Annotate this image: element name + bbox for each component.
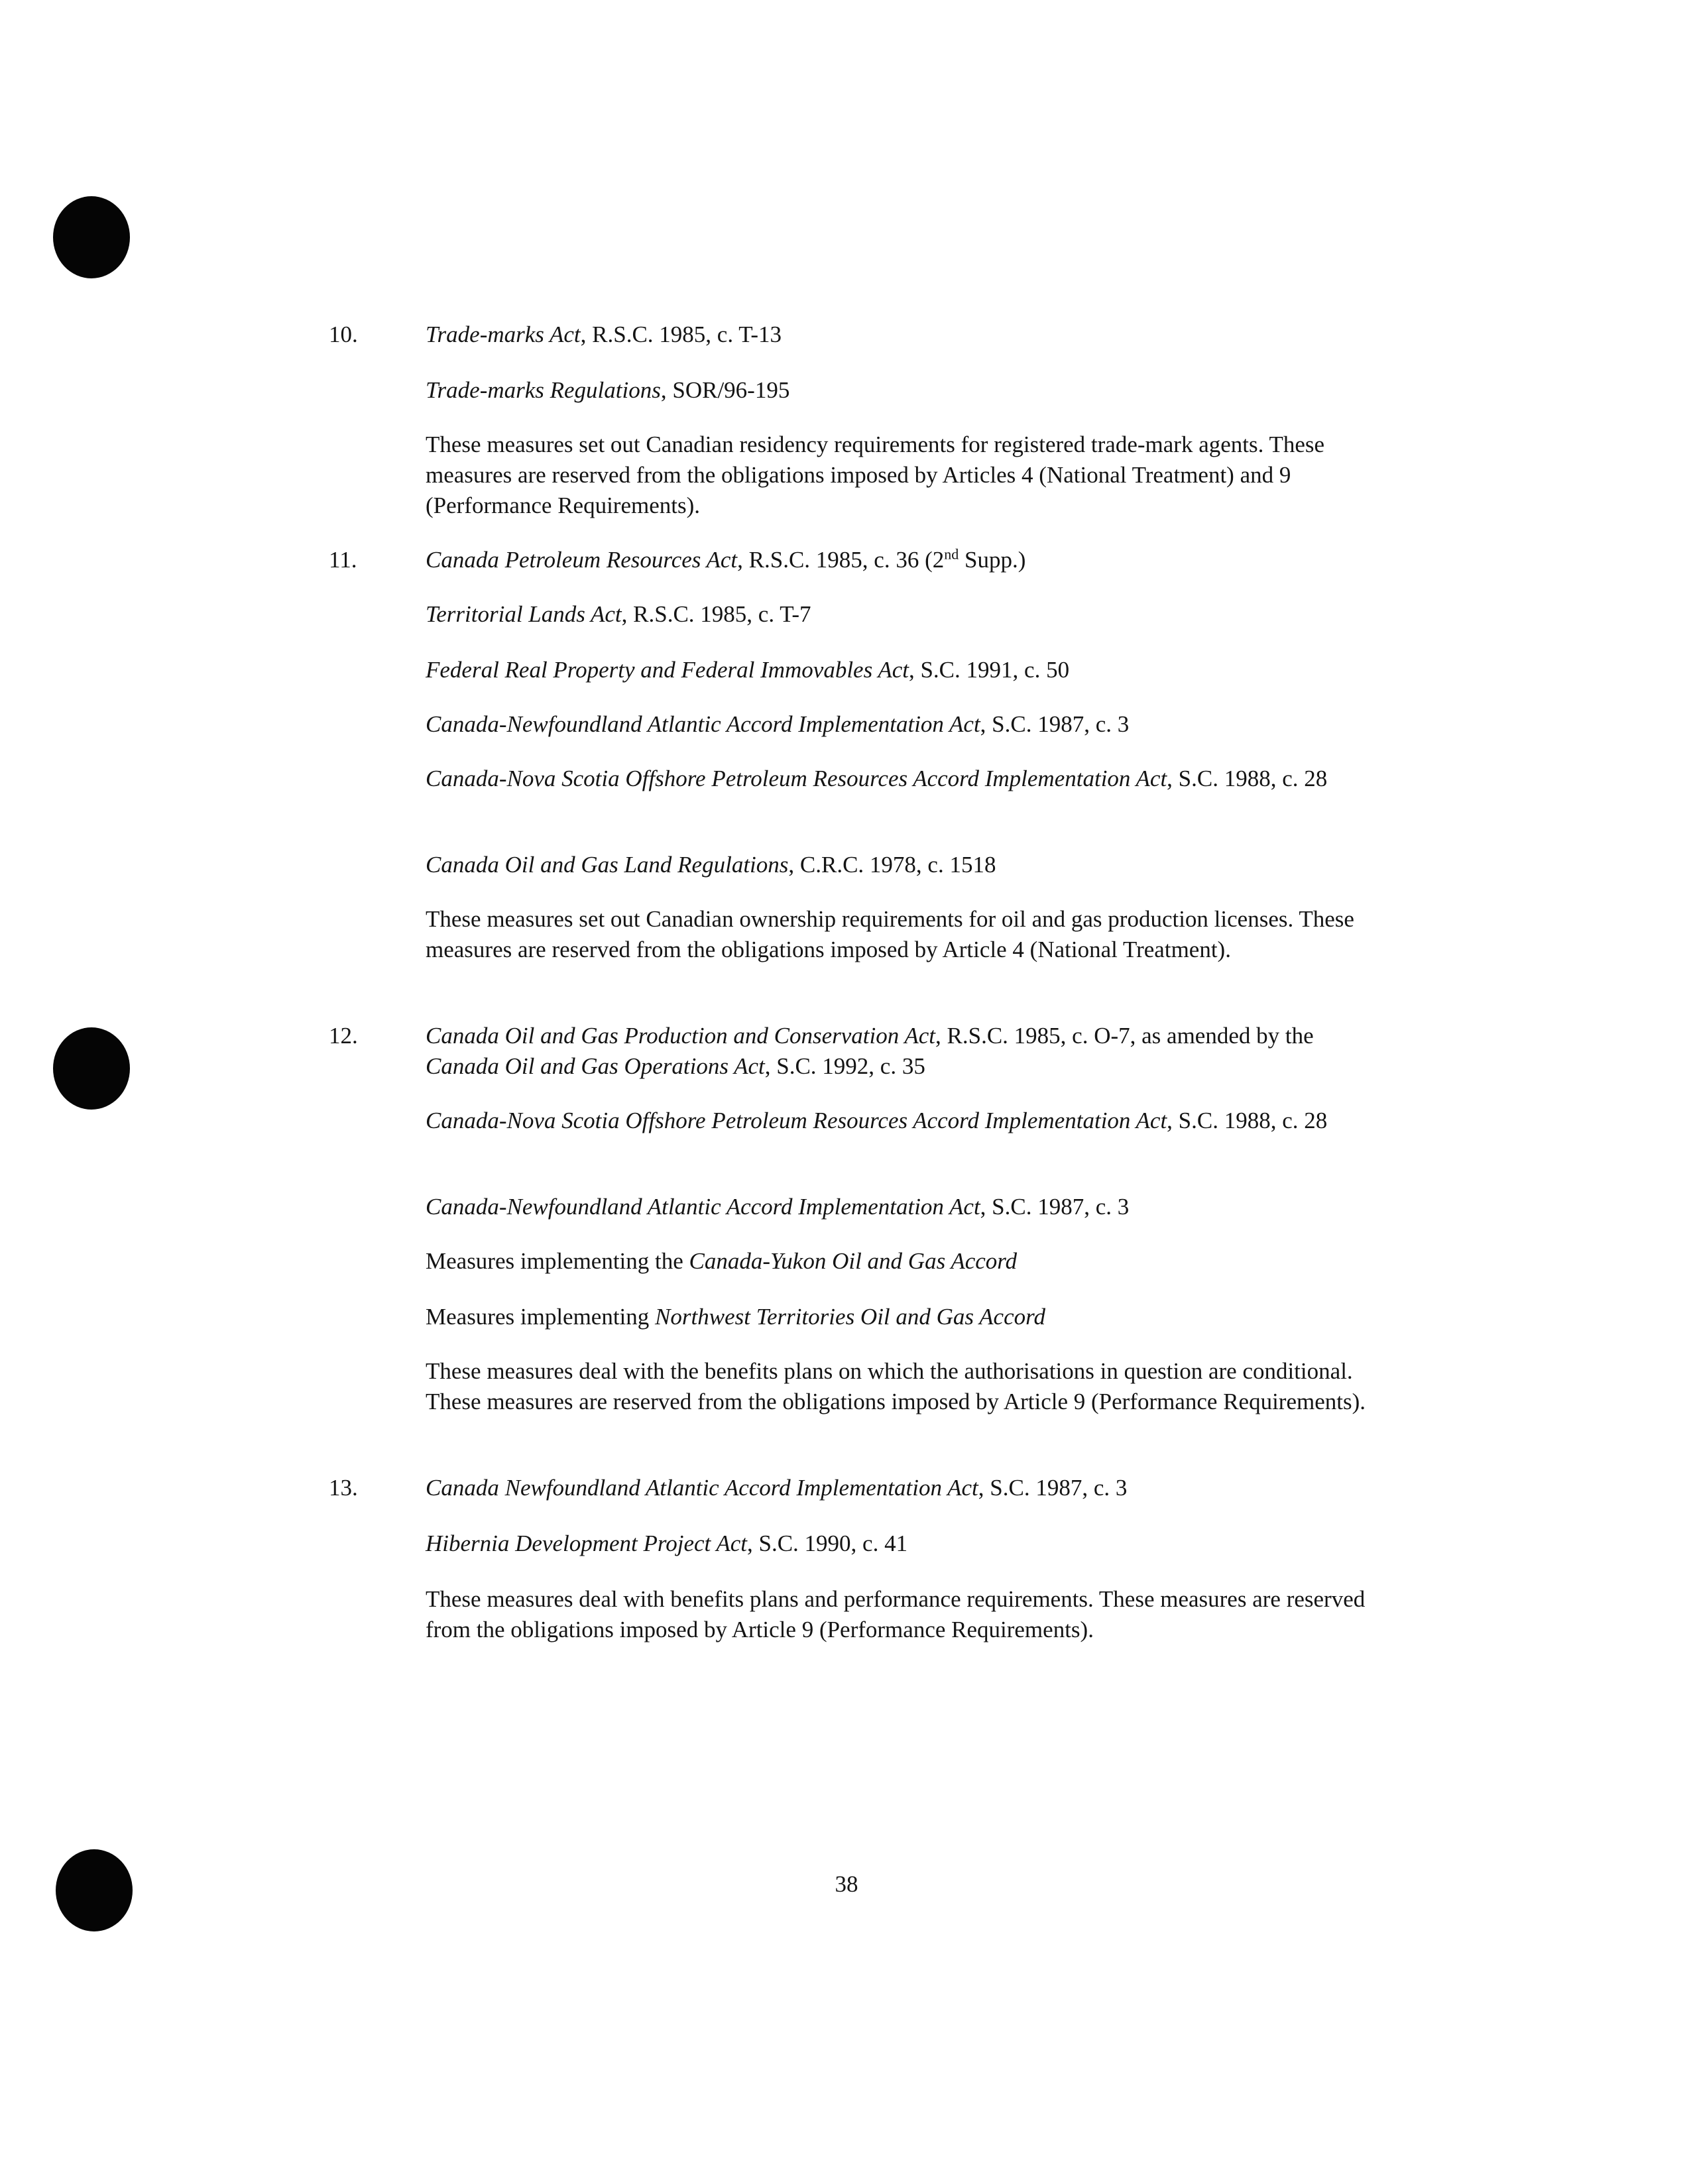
act-title: Canada Newfoundland Atlantic Accord Implementation Act bbox=[426, 1475, 978, 1501]
item-number: 11. bbox=[329, 547, 357, 573]
punch-hole bbox=[53, 196, 130, 278]
act-citation: , R.S.C. 1985, c. T-7 bbox=[621, 601, 811, 627]
act-citation-end: Supp.) bbox=[959, 547, 1026, 573]
act-title: Canada-Nova Scotia Offshore Petroleum Resources Accord Implementation Act bbox=[426, 1108, 1167, 1133]
accord-title: Northwest Territories Oil and Gas Accord bbox=[655, 1304, 1045, 1330]
act-citation: , S.C. 1992, c. 35 bbox=[764, 1053, 925, 1079]
measure-entry bbox=[426, 545, 1380, 575]
measure-description: These measures deal with the benefits plans on which the authorisations in question are conditional. These measures are reserved from the obligations imposed by Article 9 (Performance Requirements). bbox=[426, 1358, 1366, 1414]
act-title: Trade-marks Act bbox=[426, 321, 581, 347]
page-number: 38 bbox=[835, 1871, 858, 1897]
act-title: Territorial Lands Act bbox=[426, 601, 622, 627]
measure-entry bbox=[426, 1192, 1380, 1222]
measure-entry bbox=[426, 1106, 1380, 1136]
act-title: Trade-marks Regulations bbox=[426, 377, 661, 403]
act-title: Canada-Newfoundland Atlantic Accord Implementation Act bbox=[426, 711, 980, 737]
act-title: Canada-Nova Scotia Offshore Petroleum Resources Accord Implementation Act bbox=[426, 766, 1167, 791]
measure-entry bbox=[426, 375, 1380, 406]
act-citation: , S.C. 1988, c. 28 bbox=[1167, 766, 1328, 791]
act-title: Federal Real Property and Federal Immovables Act bbox=[426, 657, 909, 683]
act-citation: , R.S.C. 1985, c. T-13 bbox=[580, 321, 782, 347]
act-title: Canada Oil and Gas Land Regulations bbox=[426, 852, 789, 878]
act-citation: , S.C. 1991, c. 50 bbox=[908, 657, 1070, 683]
act-citation: , S.C. 1988, c. 28 bbox=[1167, 1108, 1328, 1133]
measure-entry bbox=[426, 599, 1380, 630]
measure-entry bbox=[426, 319, 1380, 350]
act-title: Canada Oil and Gas Production and Conservation Act bbox=[426, 1023, 936, 1049]
measure-entry bbox=[426, 1246, 1380, 1277]
measure-description: These measures set out Canadian residency requirements for registered trade-mark agents. These measures are reserved from the obligations imposed by Articles 4 (National Treatment) and 9 (Performance Requirements). bbox=[426, 431, 1325, 518]
measure-entry bbox=[426, 1302, 1380, 1332]
measure-entry bbox=[426, 1473, 1380, 1503]
act-citation: , S.C. 1987, c. 3 bbox=[978, 1475, 1128, 1501]
act-citation: , R.S.C. 1985, c. 36 (2 bbox=[737, 547, 945, 573]
act-title: Canada Oil and Gas Operations Act bbox=[426, 1053, 765, 1079]
act-title: Canada Petroleum Resources Act bbox=[426, 547, 738, 573]
measure-entry bbox=[426, 655, 1380, 685]
measure-entry bbox=[426, 709, 1380, 740]
act-citation: , SOR/96-195 bbox=[660, 377, 790, 403]
measure-entry bbox=[426, 1528, 1380, 1559]
act-citation: , S.C. 1990, c. 41 bbox=[747, 1530, 908, 1556]
item-number: 13. bbox=[329, 1475, 358, 1501]
measure-entry bbox=[426, 764, 1380, 794]
item-number: 12. bbox=[329, 1023, 358, 1049]
act-citation: , S.C. 1987, c. 3 bbox=[980, 1194, 1130, 1220]
act-citation: , R.S.C. 1985, c. O-7, as amended by the bbox=[935, 1023, 1314, 1049]
measure-description: These measures set out Canadian ownership requirements for oil and gas production licenses. These measures are reserved from the obligations imposed by Article 4 (National Treatment). bbox=[426, 906, 1354, 962]
measure-prefix: Measures implementing bbox=[426, 1304, 656, 1330]
act-citation: , S.C. 1987, c. 3 bbox=[980, 711, 1130, 737]
punch-hole bbox=[53, 1027, 130, 1110]
measure-prefix: Measures implementing the bbox=[426, 1248, 689, 1274]
measure-entry bbox=[426, 1021, 1380, 1082]
measure-description: These measures deal with benefits plans and performance requirements. These measures are reserved from the obligations imposed by Article 9 (Performance Requirements). bbox=[426, 1586, 1366, 1642]
act-citation: , C.R.C. 1978, c. 1518 bbox=[788, 852, 996, 878]
superscript: nd bbox=[944, 546, 959, 563]
measure-entry bbox=[426, 850, 1380, 880]
accord-title: Canada-Yukon Oil and Gas Accord bbox=[689, 1248, 1018, 1274]
act-title: Canada-Newfoundland Atlantic Accord Implementation Act bbox=[426, 1194, 980, 1220]
act-title: Hibernia Development Project Act bbox=[426, 1530, 747, 1556]
item-number: 10. bbox=[329, 321, 358, 347]
